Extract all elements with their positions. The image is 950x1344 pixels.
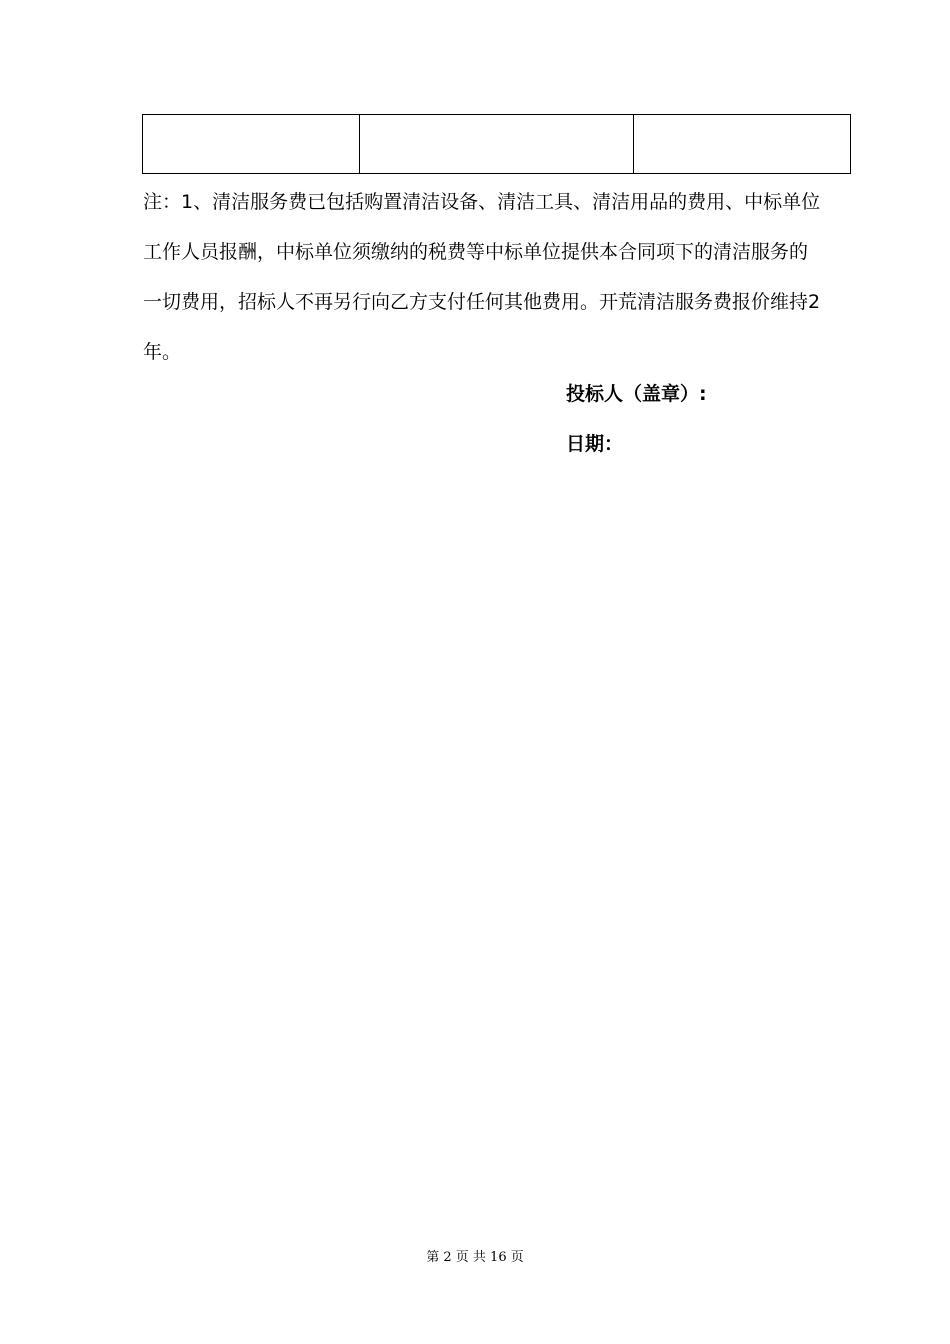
price-table xyxy=(142,114,851,174)
bidder-seal-label: 投标人（盖章）: xyxy=(566,383,707,405)
note-line: 年。 xyxy=(143,341,182,363)
table-cell xyxy=(634,115,851,174)
note-line: 注：1、清洁服务费已包括购置清洁设备、清洁工具、清洁用品的费用、中标单位 xyxy=(143,191,821,213)
note-line: 一切费用，招标人不再另行向乙方支付任何其他费用。开荒清洁服务费报价维持2 xyxy=(143,291,821,313)
page-number-footer: 第 2 页 共 16 页 xyxy=(426,1250,524,1265)
note-line: 工作人员报酬，中标单位须缴纳的税费等中标单位提供本合同项下的清洁服务的 xyxy=(143,241,809,263)
table-cell xyxy=(360,115,634,174)
table-cell xyxy=(143,115,360,174)
table-row xyxy=(143,115,851,174)
date-label: 日期： xyxy=(566,433,624,455)
note-paragraph xyxy=(143,177,827,377)
